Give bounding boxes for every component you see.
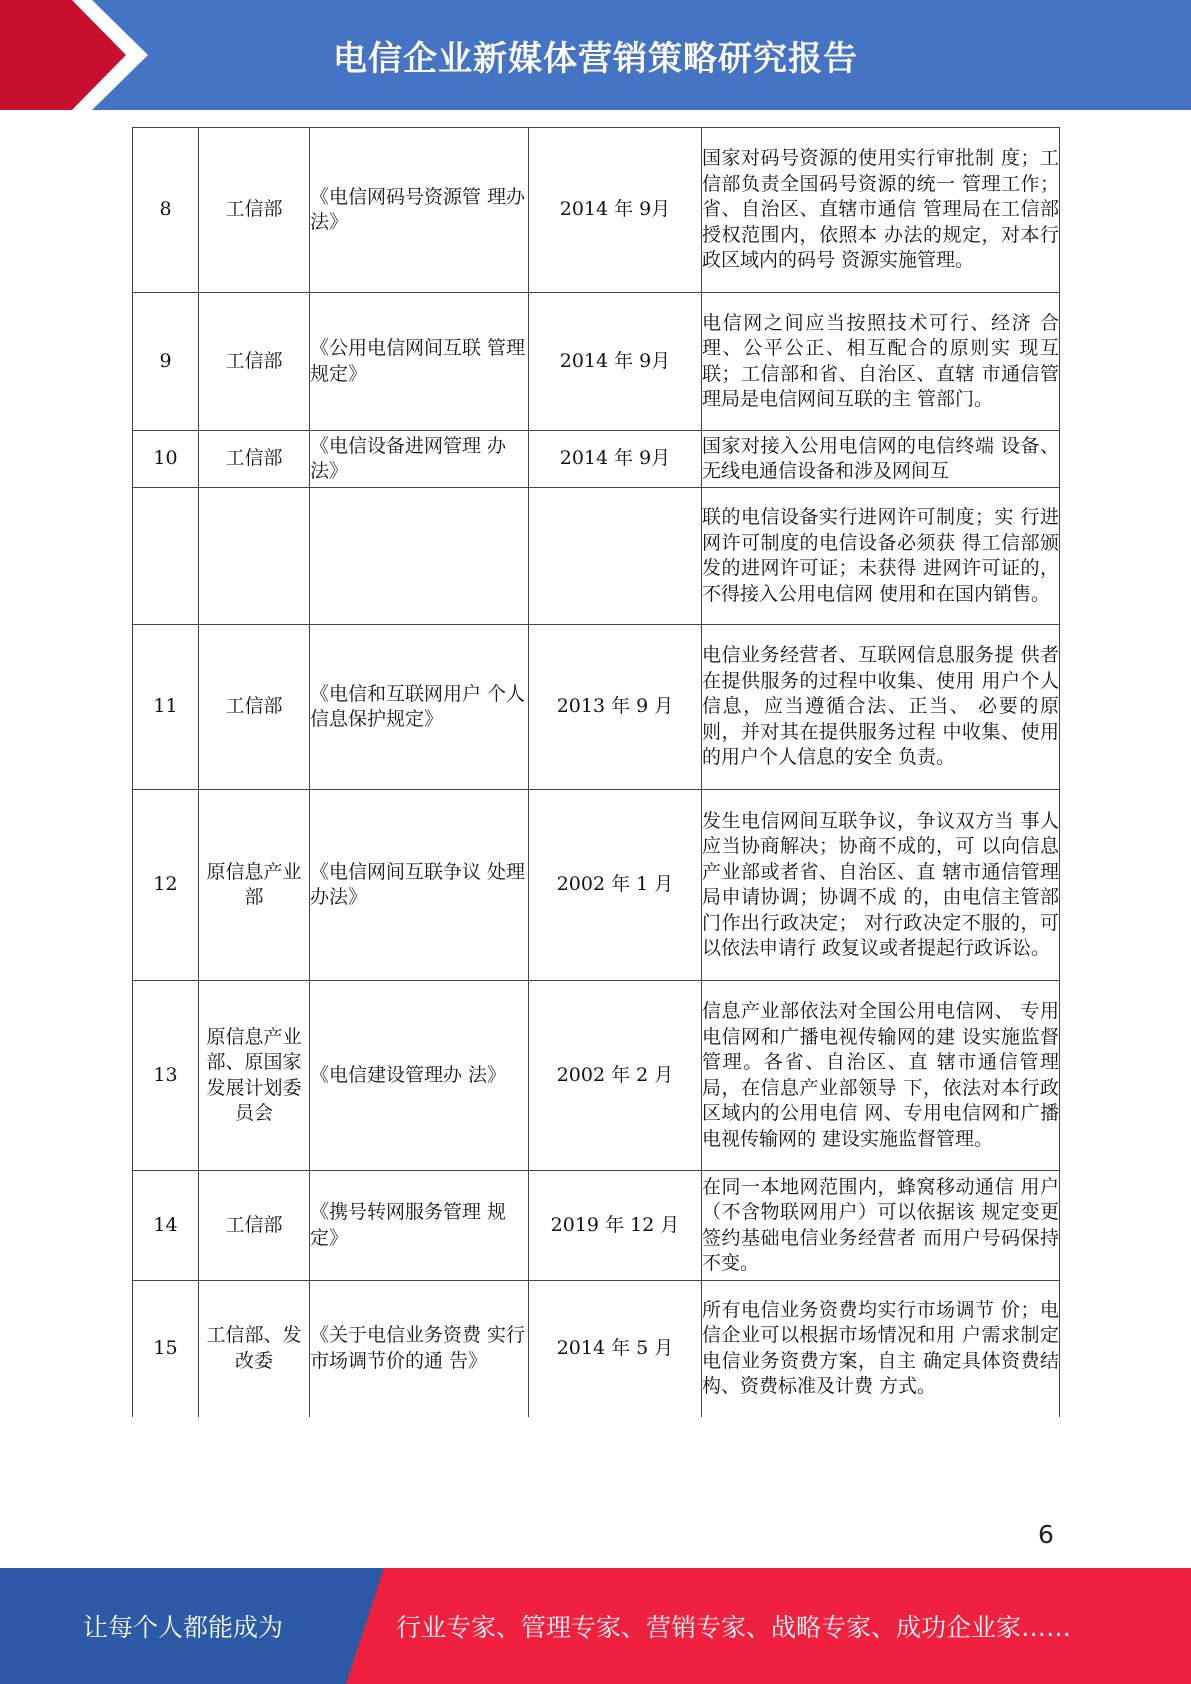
regulation-name: 《电信建设管理办 法》	[310, 981, 529, 1171]
regulation-summary: 信息产业部依法对全国公用电信网、 专用电信网和广播电视传输网的建 设实施监督管理。各省、自治区、直 辖市通信管理局，在信息产业部领导 下，依法对本行政区域内的公用电信 网、专用电信网和广播电视传输网的 建设实施监督管理。	[702, 981, 1060, 1171]
regulation-name: 《电信网间互联争议 处理办法》	[310, 790, 529, 981]
issuing-department: 原信息产业部、原国家发展计划委员会	[199, 981, 310, 1171]
regulation-summary: 国家对码号资源的使用实行审批制 度；工信部负责全国码号资源的统一 管理工作；省、自治区、直辖市通信 管理局在工信部授权范围内，依照本 办法的规定，对本行政区域内的码号 资源实施管理。	[702, 128, 1060, 293]
regulations-table	[132, 127, 1060, 1417]
issue-date: 2002 年 2 月	[529, 981, 702, 1171]
regulation-name	[310, 488, 529, 625]
issue-date: 2002 年 1 月	[529, 790, 702, 981]
regulation-name: 《电信和互联网用户 个人信息保护规定》	[310, 625, 529, 790]
issuing-department: 工信部	[199, 431, 310, 488]
row-number	[133, 488, 199, 625]
regulations-table-container	[132, 127, 1059, 1417]
issue-date: 2013 年 9 月	[529, 625, 702, 790]
regulation-summary: 发生电信网间互联争议，争议双方当 事人应当协商解决；协商不成的，可 以向信息产业部或者省、自治区、直 辖市通信管理局申请协调；协调不成 的，由电信主管部门作出行政决定； 对行政决定不服的，可以依法申请行 政复议或者提起行政诉讼。	[702, 790, 1060, 981]
regulation-name: 《公用电信网间互联 管理规定》	[310, 293, 529, 431]
issuing-department: 工信部	[199, 128, 310, 293]
footer-slogan-left: 让每个人都能成为	[82, 1613, 283, 1642]
issue-date: 2014 年 5 月	[529, 1281, 702, 1417]
issue-date: 2019 年 12 月	[529, 1171, 702, 1281]
regulation-name: 《电信设备进网管理 办法》	[310, 431, 529, 488]
row-number: 8	[133, 128, 199, 293]
row-number: 13	[133, 981, 199, 1171]
regulation-name: 《携号转网服务管理 规定》	[310, 1171, 529, 1281]
issue-date: 2014 年 9月	[529, 293, 702, 431]
issue-date	[529, 488, 702, 625]
issuing-department	[199, 488, 310, 625]
row-number: 9	[133, 293, 199, 431]
issuing-department: 工信部	[199, 1171, 310, 1281]
issuing-department: 工信部	[199, 625, 310, 790]
issuing-department: 工信部、发改委	[199, 1281, 310, 1417]
page-number: 6	[1038, 1520, 1054, 1549]
issue-date: 2014 年 9月	[529, 128, 702, 293]
page-footer	[0, 1568, 1191, 1684]
regulation-summary: 联的电信设备实行进网许可制度；实 行进网许可制度的电信设备必须获 得工信部颁发的进网许可证；未获得 进网许可证的，不得接入公用电信网 使用和在国内销售。	[702, 488, 1060, 625]
issue-date: 2014 年 9月	[529, 431, 702, 488]
row-number: 14	[133, 1171, 199, 1281]
row-number: 15	[133, 1281, 199, 1417]
regulation-name: 《电信网码号资源管 理办法》	[310, 128, 529, 293]
page-header	[0, 0, 1191, 110]
table-row	[133, 1171, 1060, 1281]
regulation-summary: 在同一本地网范围内，蜂窝移动通信 用户（不含物联网用户）可以依据该 规定变更签约基础电信业务经营者 而用户号码保持不变。	[702, 1171, 1060, 1281]
report-title: 电信企业新媒体营销策略研究报告	[333, 38, 858, 79]
table-row	[133, 431, 1060, 488]
table-row	[133, 1281, 1060, 1417]
row-number: 10	[133, 431, 199, 488]
row-number: 12	[133, 790, 199, 981]
regulation-summary: 电信业务经营者、互联网信息服务提 供者在提供服务的过程中收集、使用 用户个人信息，应当遵循合法、正当、 必要的原则，并对其在提供服务过程 中收集、使用的用户个人信息的安全 负责。	[702, 625, 1060, 790]
issuing-department: 原信息产业部	[199, 790, 310, 981]
regulation-summary: 电信网之间应当按照技术可行、经济 合理、公平公正、相互配合的原则实 现互联；工信部和省、自治区、直辖 市通信管理局是电信网间互联的主 管部门。	[702, 293, 1060, 431]
issuing-department: 工信部	[199, 293, 310, 431]
regulation-summary: 所有电信业务资费均实行市场调节 价；电信企业可以根据市场情况和用 户需求制定电信业务资费方案，自主 确定具体资费结构、资费标准及计费 方式。	[702, 1281, 1060, 1417]
footer-slogan-right: 行业专家、管理专家、营销专家、战略专家、成功企业家……	[396, 1613, 1072, 1642]
table-row	[133, 293, 1060, 431]
row-number: 11	[133, 625, 199, 790]
table-row	[133, 981, 1060, 1171]
table-row	[133, 625, 1060, 790]
table-row	[133, 128, 1060, 293]
regulation-summary: 国家对接入公用电信网的电信终端 设备、无线电通信设备和涉及网间互	[702, 431, 1060, 488]
table-row	[133, 488, 1060, 625]
regulation-name: 《关于电信业务资费 实行市场调节价的通 告》	[310, 1281, 529, 1417]
table-row	[133, 790, 1060, 981]
